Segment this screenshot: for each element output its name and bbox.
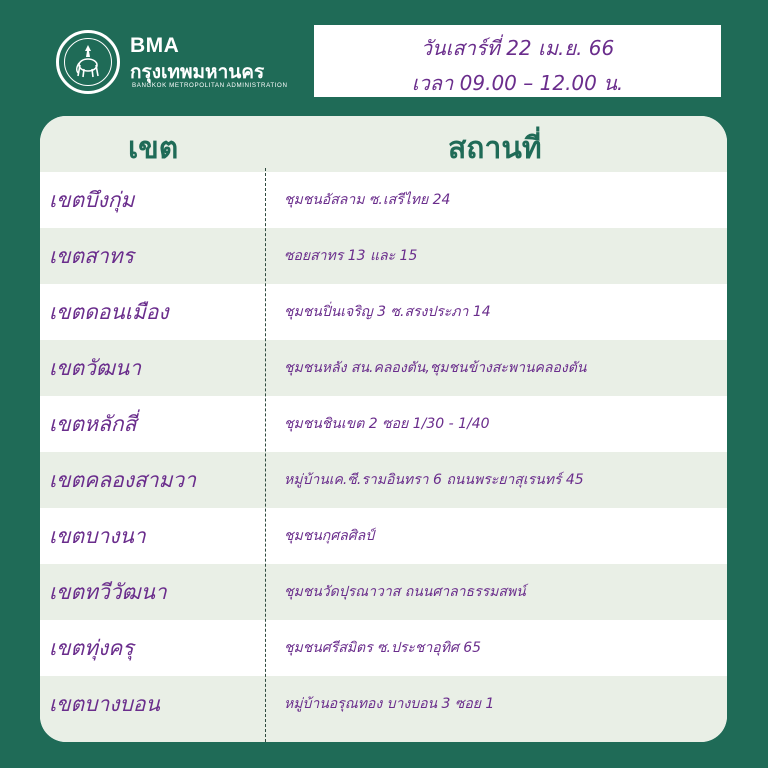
district-cell: เขตบึงกุ่ม xyxy=(49,188,135,212)
table-row xyxy=(40,396,727,452)
table-row xyxy=(40,452,727,508)
place-cell: ซอยสาทร 13 และ 15 xyxy=(284,248,418,264)
district-cell: เขตวัฒนา xyxy=(49,356,142,380)
place-cell: ชุมชนวัดปุรณาวาส ถนนศาลาธรรมสพน์ xyxy=(284,584,526,600)
column-divider xyxy=(265,168,266,742)
district-cell: เขตคลองสามวา xyxy=(49,468,196,492)
table-header xyxy=(40,116,727,172)
bma-logo xyxy=(56,30,306,98)
district-cell: เขตหลักสี่ xyxy=(49,412,137,436)
district-cell: เขตบางบอน xyxy=(49,692,160,716)
brand-thai: กรุงเทพมหานคร xyxy=(130,62,265,83)
table-row xyxy=(40,620,727,676)
table-row xyxy=(40,564,727,620)
district-cell: เขตบางนา xyxy=(49,524,146,548)
table-row xyxy=(40,228,727,284)
column-header-district: เขต xyxy=(128,131,179,166)
event-time: เวลา 09.00 – 12.00 น. xyxy=(411,71,624,95)
place-cell: ชุมชนหลัง สน.คลองตัน,ชุมชนข้างสะพานคลองตัน xyxy=(284,360,587,376)
schedule-table xyxy=(40,116,727,742)
brand-english: BANGKOK METROPOLITAN ADMINISTRATION xyxy=(132,82,288,89)
place-cell: ชุมชนอัสลาม ซ.เสรีไทย 24 xyxy=(284,192,451,208)
district-cell: เขตดอนเมือง xyxy=(49,300,169,324)
place-cell: หมู่บ้านอรุณทอง บางบอน 3 ซอย 1 xyxy=(284,696,495,712)
district-cell: เขตสาทร xyxy=(49,244,134,268)
date-time-banner xyxy=(314,25,721,97)
table-row xyxy=(40,284,727,340)
table-row xyxy=(40,172,727,228)
event-date: วันเสาร์ที่ 22 เม.ย. 66 xyxy=(420,36,615,60)
table-row xyxy=(40,508,727,564)
district-cell: เขตทวีวัฒนา xyxy=(49,580,167,604)
place-cell: ชุมชนปิ่นเจริญ 3 ซ.สรงประภา 14 xyxy=(284,304,491,320)
place-cell: หมู่บ้านเค.ซี.รามอินทรา 6 ถนนพระยาสุเรนทร์ 45 xyxy=(284,472,584,488)
table-row xyxy=(40,340,727,396)
column-header-place: สถานที่ xyxy=(448,131,542,166)
place-cell: ชุมชนศรีสมิตร ซ.ประชาอุทิศ 65 xyxy=(284,640,482,656)
bma-seal-icon xyxy=(56,30,120,94)
table-row xyxy=(40,676,727,742)
place-cell: ชุมชนกุศลศิลป์ xyxy=(284,528,375,544)
brand-short: BMA xyxy=(130,34,180,57)
place-cell: ชุมชนชินเขต 2 ซอย 1/30 - 1/40 xyxy=(284,416,490,432)
district-cell: เขตทุ่งครุ xyxy=(49,636,134,660)
